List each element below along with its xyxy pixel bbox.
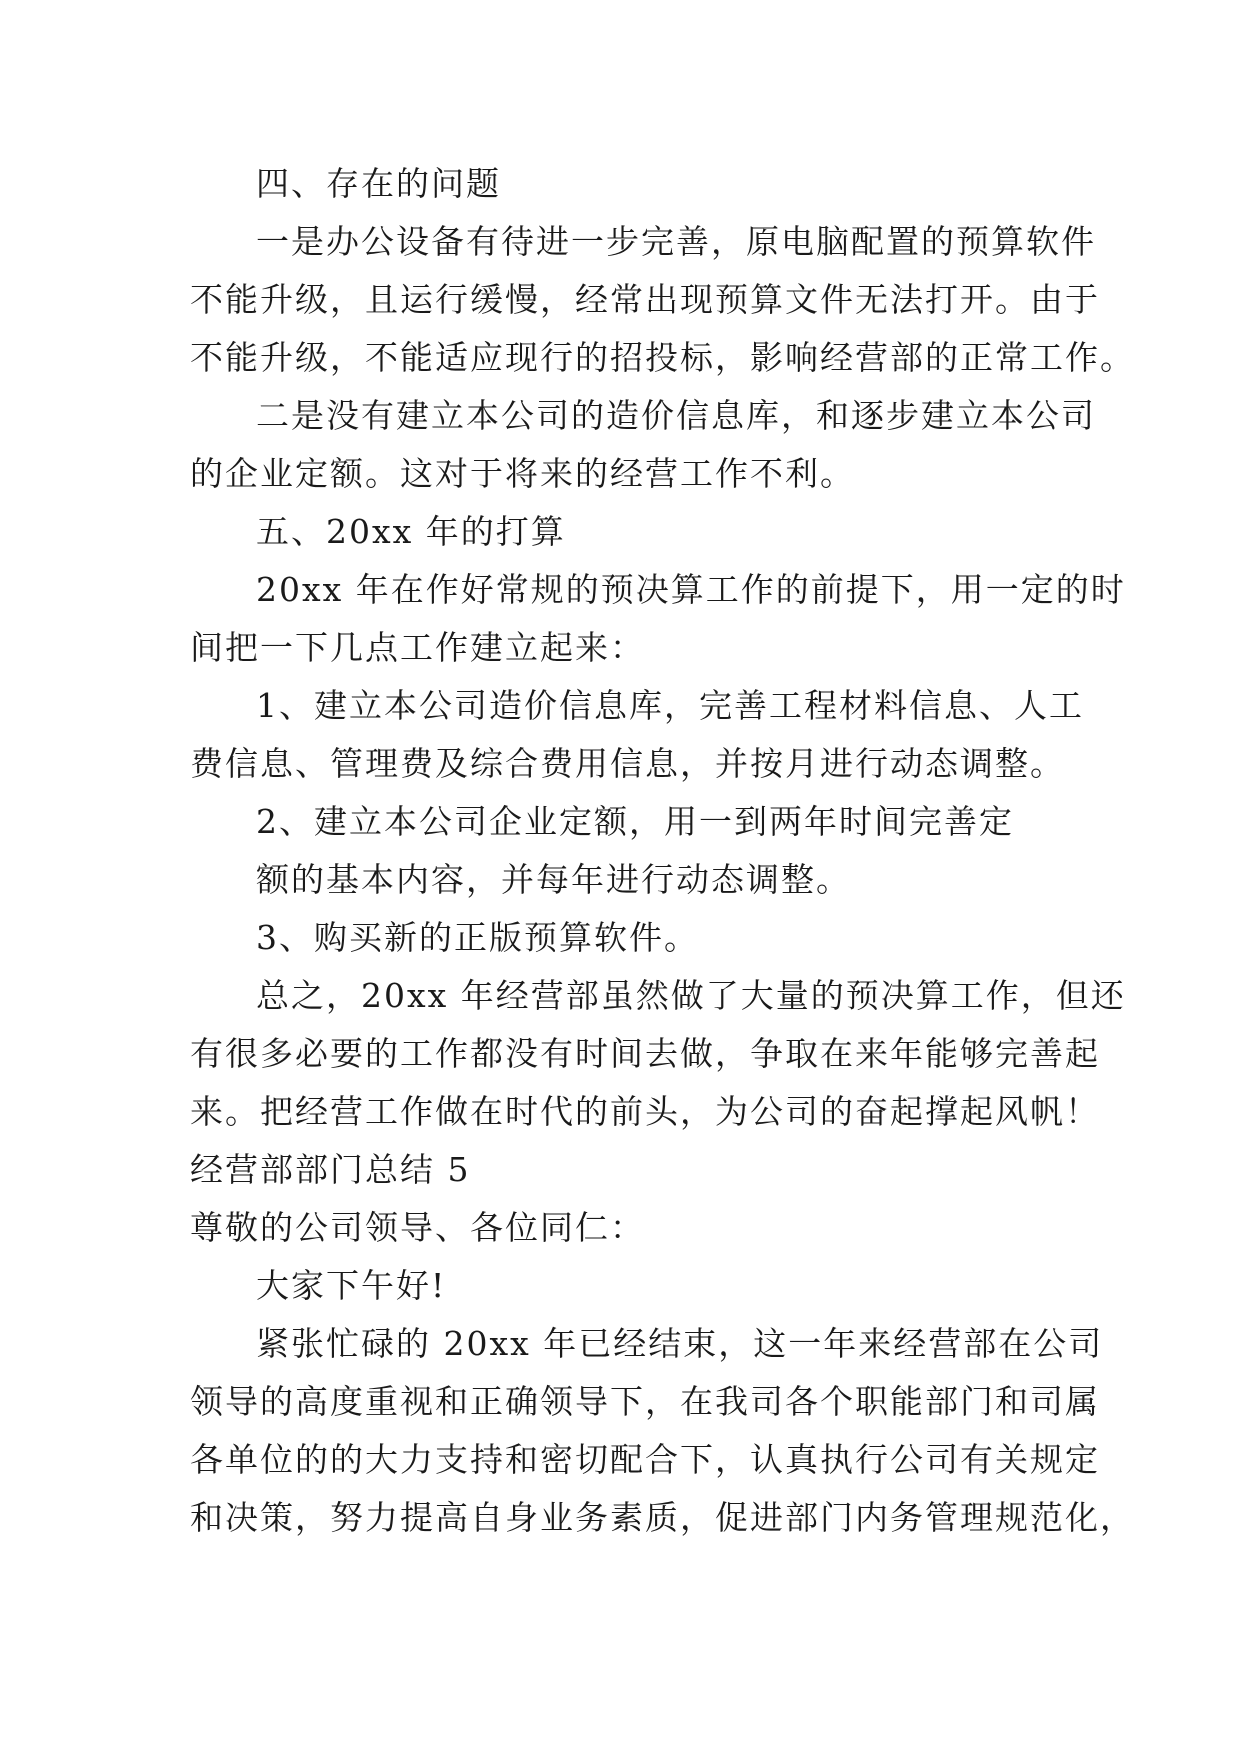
list-item-line: 额的基本内容，并每年进行动态调整。 — [256, 860, 851, 899]
list-item-line: 2、建立本公司企业定额，用一到两年时间完善定 — [256, 802, 1014, 841]
paragraph-line: 有很多必要的工作都没有时间去做，争取在来年能够完善起 — [190, 1034, 1100, 1073]
paragraph-line: 不能升级，不能适应现行的招投标，影响经营部的正常工作。 — [190, 338, 1135, 377]
list-item-line: 费信息、管理费及综合费用信息，并按月进行动态调整。 — [190, 744, 1065, 783]
paragraph-line: 20xx 年在作好常规的预决算工作的前提下，用一定的时 — [256, 570, 1126, 609]
salutation: 尊敬的公司领导、各位同仁： — [190, 1208, 645, 1247]
paragraph-line: 领导的高度重视和正确领导下，在我司各个职能部门和司属 — [190, 1382, 1100, 1421]
paragraph-line: 二是没有建立本公司的造价信息库，和逐步建立本公司 — [256, 396, 1096, 435]
section-title: 经营部部门总结 5 — [190, 1150, 471, 1189]
section-heading-problems: 四、存在的问题 — [256, 164, 501, 203]
paragraph-line: 各单位的的大力支持和密切配合下，认真执行公司有关规定 — [190, 1440, 1100, 1479]
paragraph-line: 一是办公设备有待进一步完善，原电脑配置的预算软件 — [256, 222, 1096, 261]
paragraph-line: 总之，20xx 年经营部虽然做了大量的预决算工作，但还 — [256, 976, 1126, 1015]
paragraph-line: 的企业定额。这对于将来的经营工作不利。 — [190, 454, 855, 493]
greeting: 大家下午好! — [256, 1266, 447, 1305]
list-item-line: 1、建立本公司造价信息库，完善工程材料信息、人工 — [256, 686, 1084, 725]
section-heading-plans: 五、20xx 年的打算 — [256, 512, 566, 551]
paragraph-line: 间把一下几点工作建立起来： — [190, 628, 645, 667]
paragraph-line: 不能升级，且运行缓慢，经常出现预算文件无法打开。由于 — [190, 280, 1100, 319]
paragraph-line: 和决策，努力提高自身业务素质，促进部门内务管理规范化， — [190, 1498, 1135, 1537]
paragraph-line: 紧张忙碌的 20xx 年已经结束，这一年来经营部在公司 — [256, 1324, 1104, 1363]
list-item-line: 3、购买新的正版预算软件。 — [256, 918, 699, 957]
paragraph-line: 来。把经营工作做在时代的前头，为公司的奋起撑起风帆！ — [190, 1092, 1100, 1131]
